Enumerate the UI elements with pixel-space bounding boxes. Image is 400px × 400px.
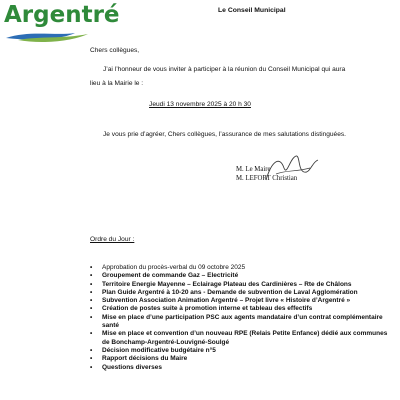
agenda-item-text: Subvention Association Animation Argentré – Projet livre « Histoire d’Argentré » bbox=[102, 297, 351, 305]
bullet-icon: • bbox=[90, 346, 93, 354]
agenda-item bbox=[88, 272, 393, 280]
bullet-icon: • bbox=[90, 297, 93, 305]
bullet-icon: • bbox=[90, 280, 93, 288]
agenda-item bbox=[88, 297, 393, 305]
bullet-icon: • bbox=[90, 264, 93, 271]
bullet-icon: • bbox=[90, 313, 93, 321]
agenda-item-text: Territoire Energie Mayenne – Eclairage Plateau des Cardinières – Rte de Châlons bbox=[102, 280, 352, 288]
agenda-item bbox=[88, 347, 393, 355]
meeting-date: Jeudi 13 novembre 2025 à 20 h 30 bbox=[149, 101, 251, 108]
agenda-item-text: Mise en place d’une participation PSC aux agents mandataire d’un contrat complémentaire santé bbox=[102, 313, 383, 330]
bullet-icon: • bbox=[90, 305, 93, 313]
bullet-icon: • bbox=[90, 355, 93, 363]
closing-line: Je vous prie d’agréer, Chers collègues, l’assurance de mes salutations distinguées. bbox=[103, 131, 347, 138]
agenda-item-text: Création de postes suite à promotion interne et tableau des effectifs bbox=[102, 305, 313, 313]
agenda-item-text: Décision modificative budgétaire n°5 bbox=[102, 346, 216, 354]
invite-line-1: J’ai l’honneur de vous inviter à participer à la réunion du Conseil Municipal qui aura bbox=[103, 66, 346, 73]
agenda-item-text: Groupement de commande Gaz – Electricité bbox=[102, 272, 239, 280]
bullet-icon: • bbox=[90, 288, 93, 296]
agenda-item bbox=[88, 314, 393, 331]
agenda-item-text: Mise en place et convention d’un nouveau RPE (Relais Petite Enfance) dédié aux communes de Bonchamp-Argentré-Louvigné-Soulgé bbox=[102, 330, 388, 346]
invite-line-2: lieu à la Mairie le : bbox=[90, 80, 144, 87]
logo-text: Argentré bbox=[4, 2, 120, 28]
agenda-item bbox=[88, 330, 393, 347]
agenda-item bbox=[88, 289, 393, 297]
logo bbox=[0, 0, 120, 44]
agenda-item bbox=[88, 355, 393, 363]
agenda-item-text: Rapport décisions du Maire bbox=[102, 355, 188, 363]
salutation: Chers collègues, bbox=[90, 47, 140, 54]
agenda-item bbox=[88, 305, 393, 313]
agenda-item bbox=[88, 364, 393, 372]
agenda-item-text: Plan Guide Argentré à 10-20 ans - Demande de subvention de Laval Agglomération bbox=[102, 288, 358, 296]
agenda-item bbox=[88, 281, 393, 289]
bullet-icon: • bbox=[90, 272, 93, 280]
signature-name: M. LEFORT Christian bbox=[236, 175, 298, 182]
signature-title: M. Le Maire bbox=[236, 166, 271, 173]
agenda-item bbox=[88, 264, 393, 272]
document-header: Le Conseil Municipal bbox=[218, 7, 286, 14]
bullet-icon: • bbox=[90, 330, 93, 338]
handwritten-signature bbox=[262, 150, 322, 186]
agenda-item-text: Approbation du procès-verbal du 09 octobre 2025 bbox=[102, 264, 246, 271]
bullet-icon: • bbox=[90, 363, 93, 371]
agenda-title: Ordre du Jour : bbox=[90, 236, 135, 243]
agenda-item-text: Questions diverses bbox=[102, 363, 162, 371]
agenda-list bbox=[88, 264, 393, 372]
